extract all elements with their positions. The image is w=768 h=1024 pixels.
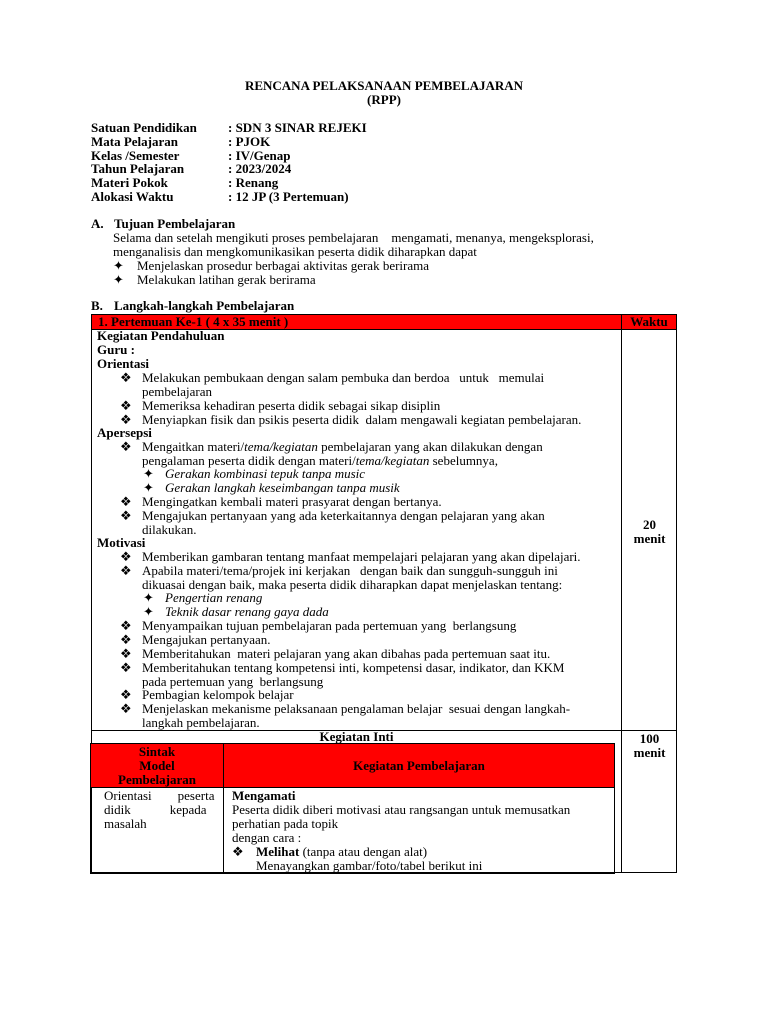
motivasi-item-cont: dikuasai dengan baik, maka peserta didik diharapkan dapat menjelaskan tentang: <box>142 577 563 592</box>
identity-row: Tahun Pelajaran : 2023/2024 <box>91 161 292 177</box>
apersepsi-sub-item: Gerakan kombinasi tepuk tanpa music <box>165 466 366 481</box>
inti-time-number: 100 <box>639 731 660 746</box>
identity-row: Materi Pokok : Renang <box>91 175 279 191</box>
orientasi-item: Menyiapkan fisik dan psikis peserta didik dalam mengawali kegiatan pembelajaran. <box>142 412 582 427</box>
diamond-bullet-icon: ❖ <box>120 549 132 564</box>
motivasi-item: Apabila materi/tema/projek ini kerjakan dengan baik dan sungguh-sungguh ini <box>142 563 558 578</box>
inner-header-activity: Kegiatan Pembelajaran <box>224 744 615 788</box>
diamond-bullet-icon: ❖ <box>120 701 132 716</box>
motivasi-item-cont: pada pertemuan yang berlangsung <box>142 674 324 689</box>
star-bullet-icon: ✦ <box>143 590 154 605</box>
diamond-bullet-icon: ❖ <box>120 687 132 702</box>
inner-activity-cell <box>224 788 615 874</box>
goal-item: ✦ Menjelaskan prosedur berbagai aktivitas gerak berirama <box>113 258 430 273</box>
diamond-bullet-icon: ❖ <box>120 660 132 675</box>
motivasi-item: Menyampaikan tujuan pembelajaran pada pertemuan yang berlangsung <box>142 618 517 633</box>
star-bullet-icon: ✦ <box>143 480 154 495</box>
meeting-header: 1. Pertemuan Ke-1 ( 4 x 35 menit ) <box>92 315 622 330</box>
motivasi-item: Pembagian kelompok belajar <box>142 687 294 702</box>
apersepsi-item-cont: dilakukan. <box>142 522 197 537</box>
goal-item: ✦ Melakukan latihan gerak berirama <box>113 272 316 287</box>
identity-row: Kelas /Semester : IV/Genap <box>91 147 291 163</box>
pendahuluan-time-unit: menit <box>633 531 666 546</box>
inti-time-unit: menit <box>633 745 666 760</box>
inti-title: Kegiatan Inti <box>319 729 394 744</box>
motivasi-item: Menjelaskan mekanisme pelaksanaan pengalaman belajar sesuai dengan langkah- <box>142 701 571 716</box>
star-bullet-icon: ✦ <box>143 466 154 481</box>
identity-row: Mata Pelajaran : PJOK <box>91 133 271 149</box>
mengamati-title: Mengamati <box>232 788 296 803</box>
mengamati-text: perhatian pada topik <box>232 816 339 831</box>
diamond-bullet-icon: ❖ <box>120 508 132 523</box>
mengamati-text: Peserta didik diberi motivasi atau rangsangan untuk memusatkan <box>232 802 571 817</box>
diamond-bullet-icon: ❖ <box>120 398 132 413</box>
motivasi-sub-item: Pengertian renang <box>165 590 263 605</box>
diamond-bullet-icon: ❖ <box>120 618 132 633</box>
section-a-heading: A. Tujuan Pembelajaran <box>91 216 236 231</box>
diamond-bullet-icon: ❖ <box>232 844 244 859</box>
melihat-detail: Menayangkan gambar/foto/tabel berikut ini <box>256 858 483 873</box>
section-a-intro-line2: menganalisis dan mengkomunikasikan peserta didik diharapkan dapat <box>113 244 477 259</box>
pendahuluan-time-number: 20 <box>643 517 657 532</box>
motivasi-item: Mengajukan pertanyaan. <box>142 632 271 647</box>
pendahuluan-time-cell <box>622 330 677 731</box>
orientasi-item: Memeriksa kehadiran peserta didik sebagai sikap disiplin <box>142 398 441 413</box>
apersepsi-item-cont: pengalaman peserta didik dengan materi/tema/kegiatan sebelumnya, <box>142 453 498 468</box>
orientasi-title: Orientasi <box>97 356 149 371</box>
mengamati-text: dengan cara : <box>232 830 302 845</box>
motivasi-item-cont: langkah pembelajaran. <box>142 715 260 730</box>
star-bullet-icon: ✦ <box>143 604 154 619</box>
diamond-bullet-icon: ❖ <box>120 412 132 427</box>
motivasi-sub-item: Teknik dasar renang gaya dada <box>165 604 329 619</box>
identity-row: Satuan Pendidikan : SDN 3 SINAR REJEKI <box>91 120 367 135</box>
section-a-intro-line1: Selama dan setelah mengikuti proses pembelajaran mengamati, menanya, mengeksplorasi, <box>113 230 594 245</box>
apersepsi-item: Mengaitkan materi/tema/kegiatan pembelajaran yang akan dilakukan dengan <box>142 439 543 454</box>
inner-header-syntax: Sintak Model Pembelajaran <box>91 744 224 788</box>
diamond-bullet-icon: ❖ <box>120 646 132 661</box>
inner-syntax-cell: Orientasi peserta didik kepada masalah <box>91 788 224 874</box>
orientasi-item: Melakukan pembukaan dengan salam pembuka dan berdoa untuk memulai <box>142 370 545 385</box>
inti-activities-table <box>90 743 615 874</box>
apersepsi-item: Mengajukan pertanyaan yang ada keterkaitannya dengan pelajaran yang akan <box>142 508 545 523</box>
motivasi-item: Memberikan gambaran tentang manfaat mempelajari pelajaran yang akan dipelajari. <box>142 549 581 564</box>
section-b-heading: B. Langkah-langkah Pembelajaran <box>91 298 295 313</box>
apersepsi-title: Apersepsi <box>97 425 152 440</box>
inti-time-cell <box>622 731 677 873</box>
time-header: Waktu <box>622 315 677 330</box>
diamond-bullet-icon: ❖ <box>120 370 132 385</box>
diamond-bullet-icon: ❖ <box>120 563 132 578</box>
star-bullet-icon: ✦ <box>113 272 124 287</box>
motivasi-title: Motivasi <box>97 535 146 550</box>
apersepsi-item: Mengingatkan kembali materi prasyarat dengan bertanya. <box>142 494 442 509</box>
document-subtitle: (RPP) <box>367 92 401 107</box>
motivasi-item: Memberitahukan materi pelajaran yang akan dibahas pada pertemuan saat itu. <box>142 646 551 661</box>
apersepsi-sub-item: Gerakan langkah keseimbangan tanpa musik <box>165 480 400 495</box>
guru-label: Guru : <box>97 342 135 357</box>
motivasi-item: Memberitahukan tentang kompetensi inti, kompetensi dasar, indikator, dan KKM <box>142 660 565 675</box>
identity-block <box>91 121 367 204</box>
star-bullet-icon: ✦ <box>113 258 124 273</box>
document-title: RENCANA PELAKSANAAN PEMBELAJARAN <box>244 78 524 93</box>
identity-row: Alokasi Waktu : 12 JP (3 Pertemuan) <box>91 188 349 204</box>
orientasi-item-cont: pembelajaran <box>142 384 213 399</box>
diamond-bullet-icon: ❖ <box>120 439 132 454</box>
pendahuluan-title: Kegiatan Pendahuluan <box>97 328 225 343</box>
diamond-bullet-icon: ❖ <box>120 632 132 647</box>
melihat-item: ❖ Melihat (tanpa atau dengan alat) <box>232 844 428 859</box>
diamond-bullet-icon: ❖ <box>120 494 132 509</box>
